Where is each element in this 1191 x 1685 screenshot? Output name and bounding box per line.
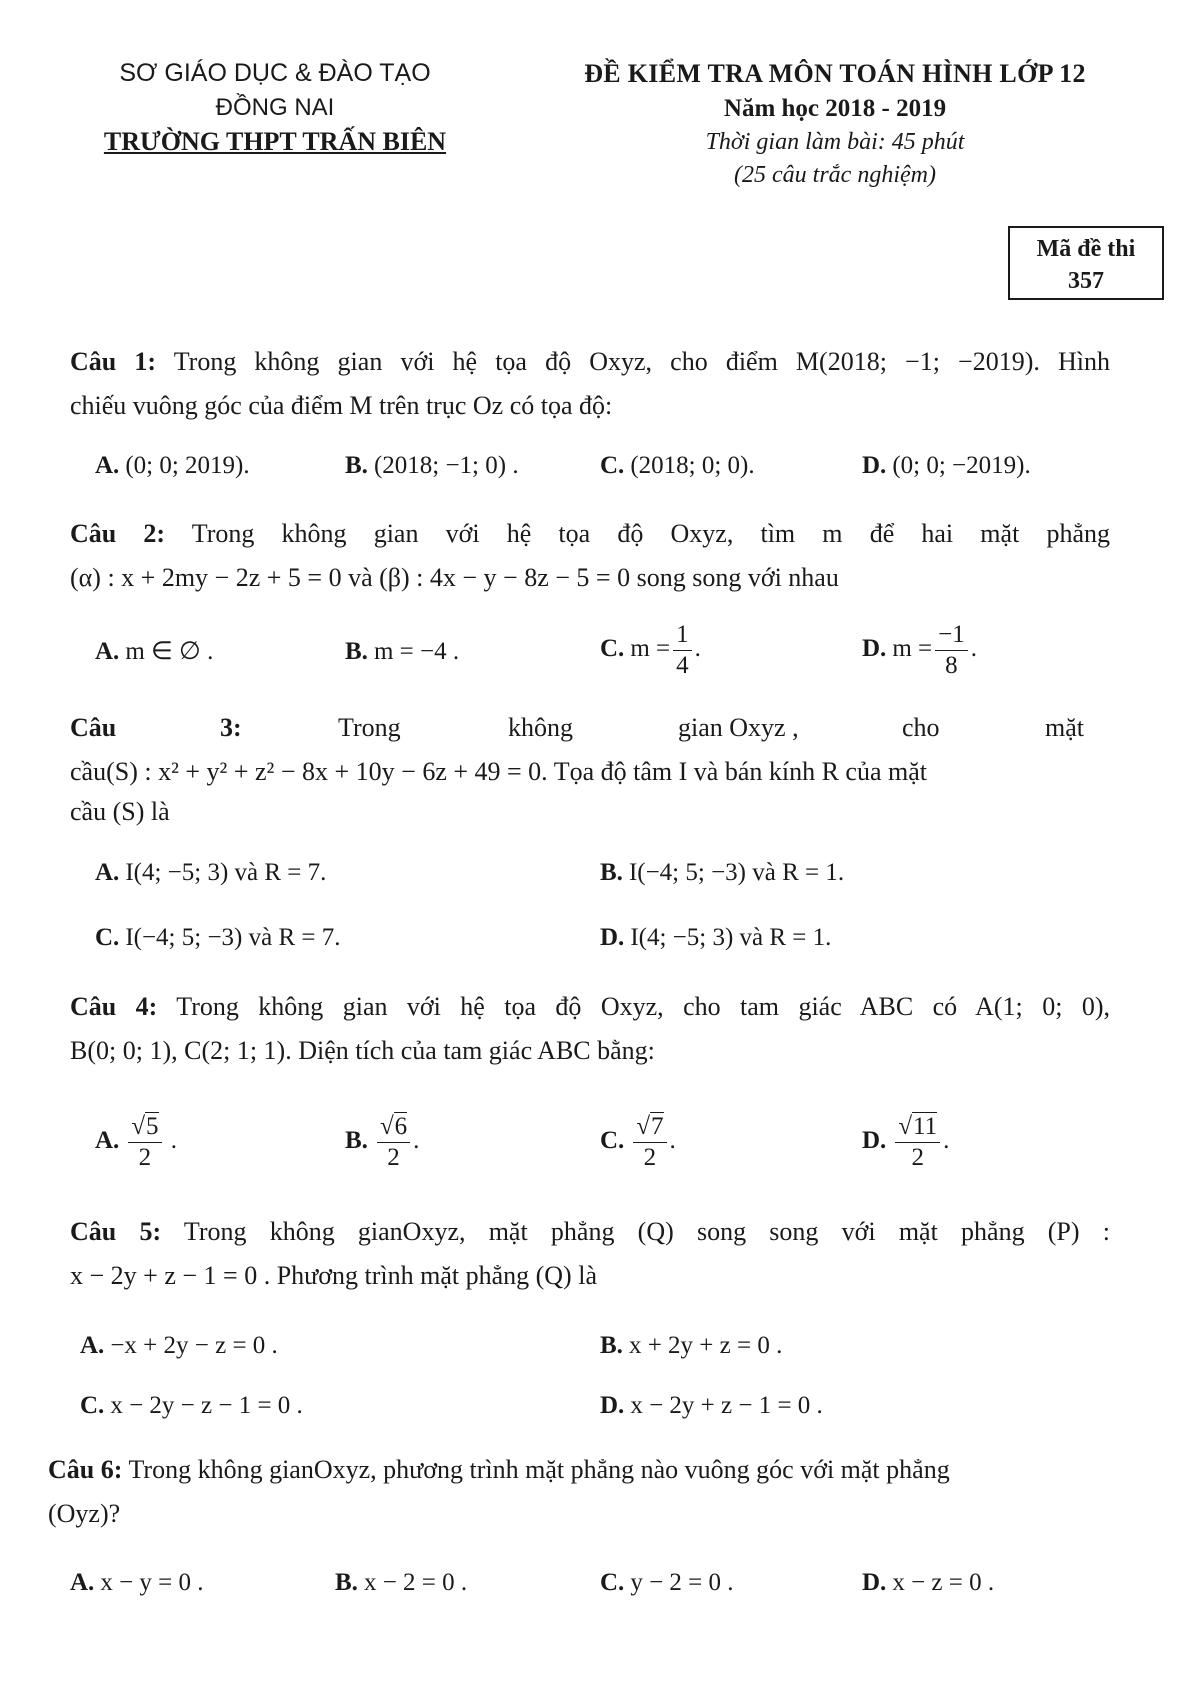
question-5	[70, 1210, 1110, 1298]
school-name: TRƯỜNG THPT TRẤN BIÊN	[103, 127, 447, 156]
question-1-option-a[interactable]: A. (0; 0; 2019).	[95, 452, 250, 479]
question-1-option-c[interactable]: C. (2018; 0; 0).	[600, 452, 755, 479]
question-5-text-2: x − 2y + z − 1 = 0 . Phương trình mặt phẳng (Q) là	[70, 1261, 597, 1290]
question-3-text-2: cầu(S) : x² + y² + z² − 8x + 10y − 6z + 49 = 0. Tọa độ tâm I và bán kính R của mặt	[70, 757, 927, 786]
question-1	[70, 340, 1110, 428]
question-1-text-2: chiếu vuông góc của điểm M trên trục Oz có tọa độ:	[70, 391, 613, 420]
question-5-option-c[interactable]: C. x − 2y − z − 1 = 0 .	[80, 1392, 303, 1419]
fraction: $\frac{√7}{2}$	[633, 1112, 666, 1173]
question-3-word-3: gian Oxyz ,	[678, 713, 799, 742]
question-6-text-1: Trong không gianOxyz, phương trình mặt phẳng nào vuông góc với mặt phẳng	[128, 1455, 950, 1484]
time-limit: Thời gian làm bài: 45 phút	[705, 129, 965, 155]
question-2	[70, 512, 1110, 600]
question-5-line-1	[70, 1210, 1110, 1254]
question-1-option-b[interactable]: B. (2018; −1; 0) .	[345, 452, 519, 479]
question-4-option-a[interactable]: A. $\frac{√5}{2}$ .	[95, 1113, 178, 1171]
exam-code-label: Mã đề thi	[1036, 236, 1136, 262]
exam-code-box	[1008, 226, 1164, 300]
question-2-label: Câu 2:	[70, 519, 166, 548]
question-6-line-1	[48, 1448, 1108, 1492]
exam-header	[530, 56, 1140, 192]
fraction: $\frac{1}{4}$	[673, 620, 692, 681]
question-2-option-c[interactable]: C. m = $\frac{1}{4}$ .	[600, 621, 701, 679]
question-2-option-a[interactable]: A. m ∈ ∅ .	[95, 638, 214, 665]
question-4-option-c[interactable]: C. $\frac{√7}{2}$ .	[600, 1113, 676, 1171]
question-5-label: Câu 5:	[70, 1217, 162, 1246]
question-5-text-1: Trong không gianOxyz, mặt phẳng (Q) song song với mặt phẳng (P) :	[183, 1217, 1110, 1246]
question-5-option-a[interactable]: A. −x + 2y − z = 0 .	[80, 1332, 278, 1359]
question-4-label: Câu 4:	[70, 992, 158, 1021]
fraction: $\frac{√6}{2}$	[377, 1112, 410, 1173]
question-3-text-3: cầu (S) là	[70, 797, 170, 826]
question-6	[48, 1448, 1108, 1536]
question-2-line-1	[70, 512, 1110, 556]
question-3-option-c[interactable]: C. I(−4; 5; −3) và R = 7.	[95, 924, 341, 951]
question-5-option-b[interactable]: B. x + 2y + z = 0 .	[600, 1332, 783, 1359]
question-count: (25 câu trắc nghiệm)	[734, 162, 936, 188]
question-3-option-a[interactable]: A. I(4; −5; 3) và R = 7.	[95, 859, 327, 886]
question-4-option-d[interactable]: D. $\frac{√11}{2}$ .	[862, 1113, 950, 1171]
question-3-word-5: mặt	[1045, 713, 1084, 742]
question-2-option-b[interactable]: B. m = −4 .	[345, 638, 460, 665]
question-1-text-1: Trong không gian với hệ tọa độ Oxyz, cho điểm M(2018; −1; −2019). Hình	[173, 347, 1111, 376]
question-3-option-d[interactable]: D. I(4; −5; 3) và R = 1.	[600, 924, 832, 951]
question-1-option-d[interactable]: D. (0; 0; −2019).	[862, 452, 1031, 479]
question-3-word-4: cho	[902, 713, 940, 742]
question-4-option-b[interactable]: B. $\frac{√6}{2}$ .	[345, 1113, 420, 1171]
school-header	[70, 56, 480, 160]
question-4-text-1: Trong không gian với hệ tọa độ Oxyz, cho tam giác ABC có A(1; 0; 0),	[176, 992, 1110, 1021]
question-4	[70, 985, 1110, 1073]
question-1-label: Câu 1:	[70, 347, 157, 376]
question-6-option-a[interactable]: A. x − y = 0 .	[70, 1569, 204, 1596]
question-3-word-2: không	[508, 713, 573, 742]
question-3-number: 3:	[220, 713, 242, 742]
question-6-text-2: (Oyz)?	[48, 1499, 121, 1528]
school-year: Năm học 2018 - 2019	[723, 95, 947, 122]
question-2-text-1: Trong không gian với hệ tọa độ Oxyz, tìm m để hai mặt phẳng	[191, 519, 1110, 548]
question-1-line-1	[70, 340, 1110, 384]
question-3-label: Câu	[70, 713, 117, 742]
question-2-option-d[interactable]: D. m = $\frac{-1}{8}$ .	[862, 621, 977, 679]
question-2-text-2: (α) : x + 2my − 2z + 5 = 0 và (β) : 4x − y − 8z − 5 = 0 song song với nhau	[70, 563, 839, 592]
exam-title: ĐỀ KIỂM TRA MÔN TOÁN HÌNH LỚP 12	[584, 59, 1086, 88]
question-4-text-2: B(0; 0; 1), C(2; 1; 1). Diện tích của tam giác ABC bằng:	[70, 1036, 655, 1065]
province-name: ĐỒNG NAI	[215, 94, 335, 121]
question-4-line-1	[70, 985, 1110, 1029]
question-6-option-c[interactable]: C. y − 2 = 0 .	[600, 1569, 734, 1596]
exam-code-value: 357	[1068, 268, 1104, 294]
question-6-label: Câu 6:	[48, 1455, 123, 1484]
question-3-word-1: Trong	[338, 713, 401, 742]
fraction: $\frac{-1}{8}$	[935, 620, 968, 681]
fraction: $\frac{√5}{2}$	[128, 1112, 161, 1173]
question-3-option-b[interactable]: B. I(−4; 5; −3) và R = 1.	[600, 859, 845, 886]
fraction: $\frac{√11}{2}$	[895, 1112, 940, 1173]
question-6-option-d[interactable]: D. x − z = 0 .	[862, 1569, 995, 1596]
question-5-option-d[interactable]: D. x − 2y + z − 1 = 0 .	[600, 1392, 823, 1419]
department-name: SƠ GIÁO DỤC & ĐÀO TẠO	[119, 59, 431, 87]
question-6-option-b[interactable]: B. x − 2 = 0 .	[335, 1569, 468, 1596]
